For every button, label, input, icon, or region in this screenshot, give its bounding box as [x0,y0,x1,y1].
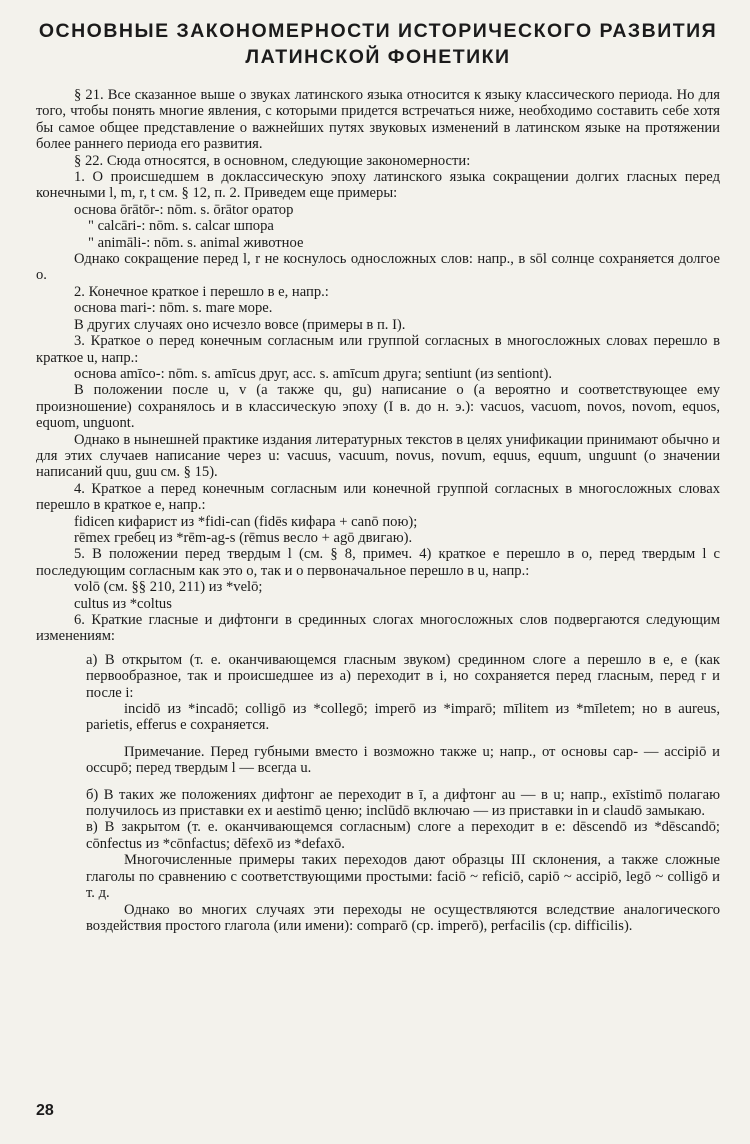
rule-6a: а) В открытом (т. е. оканчивающемся гласным звуком) срединном слоге a перешло в e, e (как первообразное, так и происшедшее из a) переходит в i, но сохраняется перед гласным, перед r и после i: [86,651,720,701]
example-line: основа ōrātōr-: nōm. s. ōrātor оратор [74,201,294,218]
rule-note: Многочисленные примеры таких переходов дают образцы III склонения, а также сложные глаголы по сравнению с соответствующими простыми: faciō ~ reficiō, capiō ~ accipiō, legō ~ colligō и т. д. [86,852,720,902]
rule-6c: в) В закрытом (т. е. оканчивающемся согласным) слоге a переходит в e: dēscendō из *dēscandō; cōnfectus из *cōnfactus; dēfexō из *defaxō. [86,819,720,852]
rule-5: 5. В положении перед твердым l (см. § 8, примеч. 4) краткое e перешло в o, перед твердым l с последующим согласным как это o, так и o первоначальное перешло в u, напр.: [36,546,720,579]
example-line: основа amīco-: nōm. s. amīcus друг, acc. s. amīcum друга; sentiunt (из sentiont). [74,365,552,382]
rule-note: В положении после u, v (а также qu, gu) написание o (а вероятно и соответствующее ему произношение) сохранялось и в классическую эпоху (I в. до н. э.): vacuos, vacuom, novos, novom, equos, equom, unguont. [36,382,720,432]
note-paragraph: Примечание. Перед губными вместо i возможно также u; напр., от основы cap- — accipiō и occupō; перед твердым l — всегда u. [86,743,720,777]
rule-note: Однако во многих случаях эти переходы не осуществляются вследствие аналогического воздействия простого глагола (или имени): comparō (ср. imperō), perfacilis (ср. difficilis). [86,901,720,934]
page-body [36,87,720,934]
example-line: fidicen кифарист из *fidi-can (fidēs кифара + canō пою); [74,513,418,530]
rule-2: 2. Конечное краткое i перешло в e, напр.: [74,283,329,300]
chapter-title-line-2: ЛАТИНСКОЙ ФОНЕТИКИ [245,46,511,68]
example-line: основа mari-: nōm. s. mare море. [74,300,273,317]
paragraph-21: § 21. Все сказанное выше о звуках латинского языка относится к языку классического периода. Но для того, чтобы понять многие явления, с которыми придется встречаться ниже, необходимо составить себе хотя бы самое общее представление о важнейших путях звуковых изменений в латинском языке на протяжении более раннего периода его развития. [36,87,720,153]
page-number: 28 [36,1102,54,1119]
rule-4: 4. Краткое a перед конечным согласным или конечной группой согласных в многосложных словах перешло в краткое e, напр.: [36,480,720,514]
rule-note: Однако сокращение перед l, r не коснулось односложных слов: напр., в sōl солнце сохраняется долгое o. [36,251,720,284]
example-line: incidō из *incadō; colligō из *collegō; imperō из *imparō; mīlitem из *mīletem; но в aureus, parietis, efferus e сохраняется. [86,701,720,734]
rule-note: В других случаях оно исчезло вовсе (примеры в п. I). [74,316,406,333]
rule-note: Однако в нынешней практике издания литературных текстов в целях унификации принимают обычно и для этих случаев написание через u: vacuus, vacuum, novus, novum, equus, equum, unguunt (о значении написаний quu, guu см. § 15). [36,431,720,481]
example-line: volō (см. §§ 210, 211) из *velō; [74,579,263,596]
paragraph-22: § 22. Сюда относятся, в основном, следующие закономерности: [74,152,471,169]
rule-6b: б) В таких же положениях дифтонг ae переходит в ī, а дифтонг au — в u; напр., exīstimō полагаю получилось из приставки ex и aestimō ценю; inclūdō включаю — из приставки in и claudō замыкаю. [86,786,720,820]
rule-3: 3. Краткое o перед конечным согласным или группой согласных в многосложных словах перешло в краткое u, напр.: [36,333,720,366]
chapter-title [36,18,720,70]
example-line: rēmex гребец из *rēm-ag-s (rēmus весло + agō двигаю). [74,529,413,546]
rule-1: 1. О происшедшем в доклассическую эпоху латинского языка сокращении долгих гласных перед конечными l, m, r, t см. § 12, п. 2. Приведем еще примеры: [36,169,720,202]
example-line: " animāli-: nōm. s. animal животное [88,234,304,251]
example-line: " calcāri-: nōm. s. calcar шпора [88,218,274,235]
example-line: cultus из *coltus [74,595,172,612]
rule-6: 6. Краткие гласные и дифтонги в срединных слогах многосложных слов подвергаются следующим изменениям: [36,612,720,645]
chapter-title-line-1: ОСНОВНЫЕ ЗАКОНОМЕРНОСТИ ИСТОРИЧЕСКОГО РАЗВИТИЯ [38,20,718,42]
